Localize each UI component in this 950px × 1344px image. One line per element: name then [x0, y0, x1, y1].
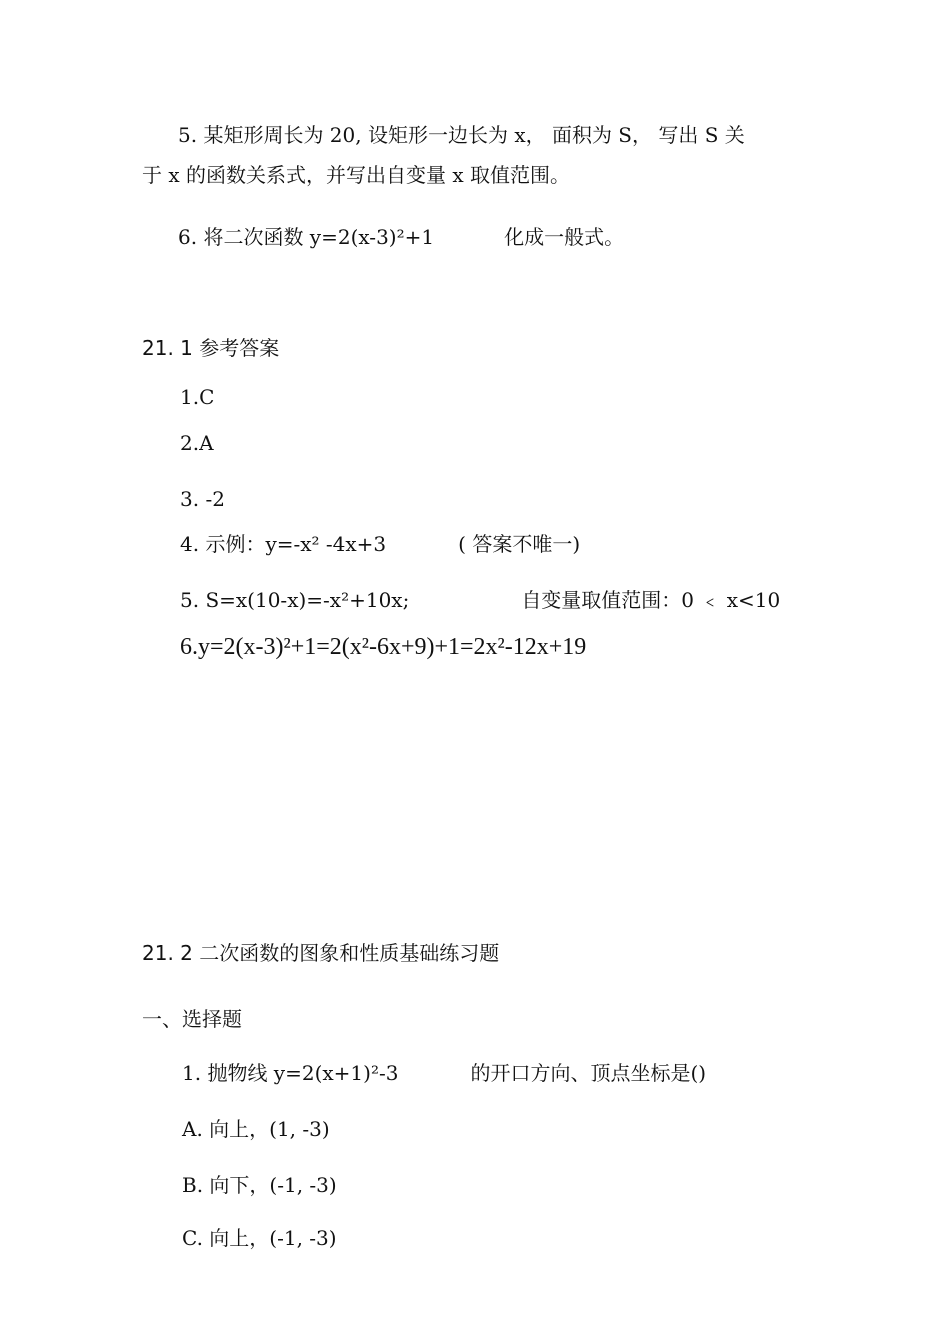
answer-6: 6.y=2(x-3)²+1=2(x²-6x+9)+1=2x²-12x+19 [180, 634, 587, 660]
option-c: C. 向上，(-1, -3) [182, 1226, 337, 1250]
answer-3: 3. -2 [180, 487, 225, 511]
answers-heading: 21. 1 参考答案 [142, 336, 280, 360]
answer-4-example: 4. 示例：y=-x² -4x+3 [180, 532, 387, 556]
answer-5 [180, 587, 780, 613]
question-5-line-2: 于 x 的函数关系式，并写出自变量 x 取值范围。 [142, 163, 570, 187]
option-a: A. 向上，(1, -3) [182, 1117, 330, 1141]
section-2-question-1 [182, 1060, 706, 1086]
answer-2: 2.A [180, 431, 214, 455]
answer-5-domain: 自变量取值范围：0 ﹤ x<10 [521, 588, 781, 612]
question-6-instruction: 化成一般式。 [504, 225, 625, 249]
question-5-line-1: 5. 某矩形周长为 20, 设矩形一边长为 x， 面积为 S， 写出 S 关 [178, 123, 745, 147]
option-b: B. 向下，(-1, -3) [182, 1173, 337, 1197]
answer-4-note: ( 答案不唯一) [458, 532, 581, 556]
section-2-question-1-expression: 1. 抛物线 y=2(x+1)²-3 [182, 1061, 399, 1085]
section-2-heading: 21. 2 二次函数的图象和性质基础练习题 [142, 941, 500, 965]
section-2-subheading: 一、选择题 [142, 1007, 242, 1031]
question-6-expression: 6. 将二次函数 y=2(x-3)²+1 [178, 225, 435, 249]
answer-5-function: 5. S=x(10-x)=-x²+10x; [180, 588, 410, 612]
section-2-question-1-prompt: 的开口方向、顶点坐标是() [470, 1061, 707, 1085]
question-6 [178, 224, 624, 250]
answer-4 [180, 531, 580, 557]
answer-1: 1.C [180, 385, 215, 409]
